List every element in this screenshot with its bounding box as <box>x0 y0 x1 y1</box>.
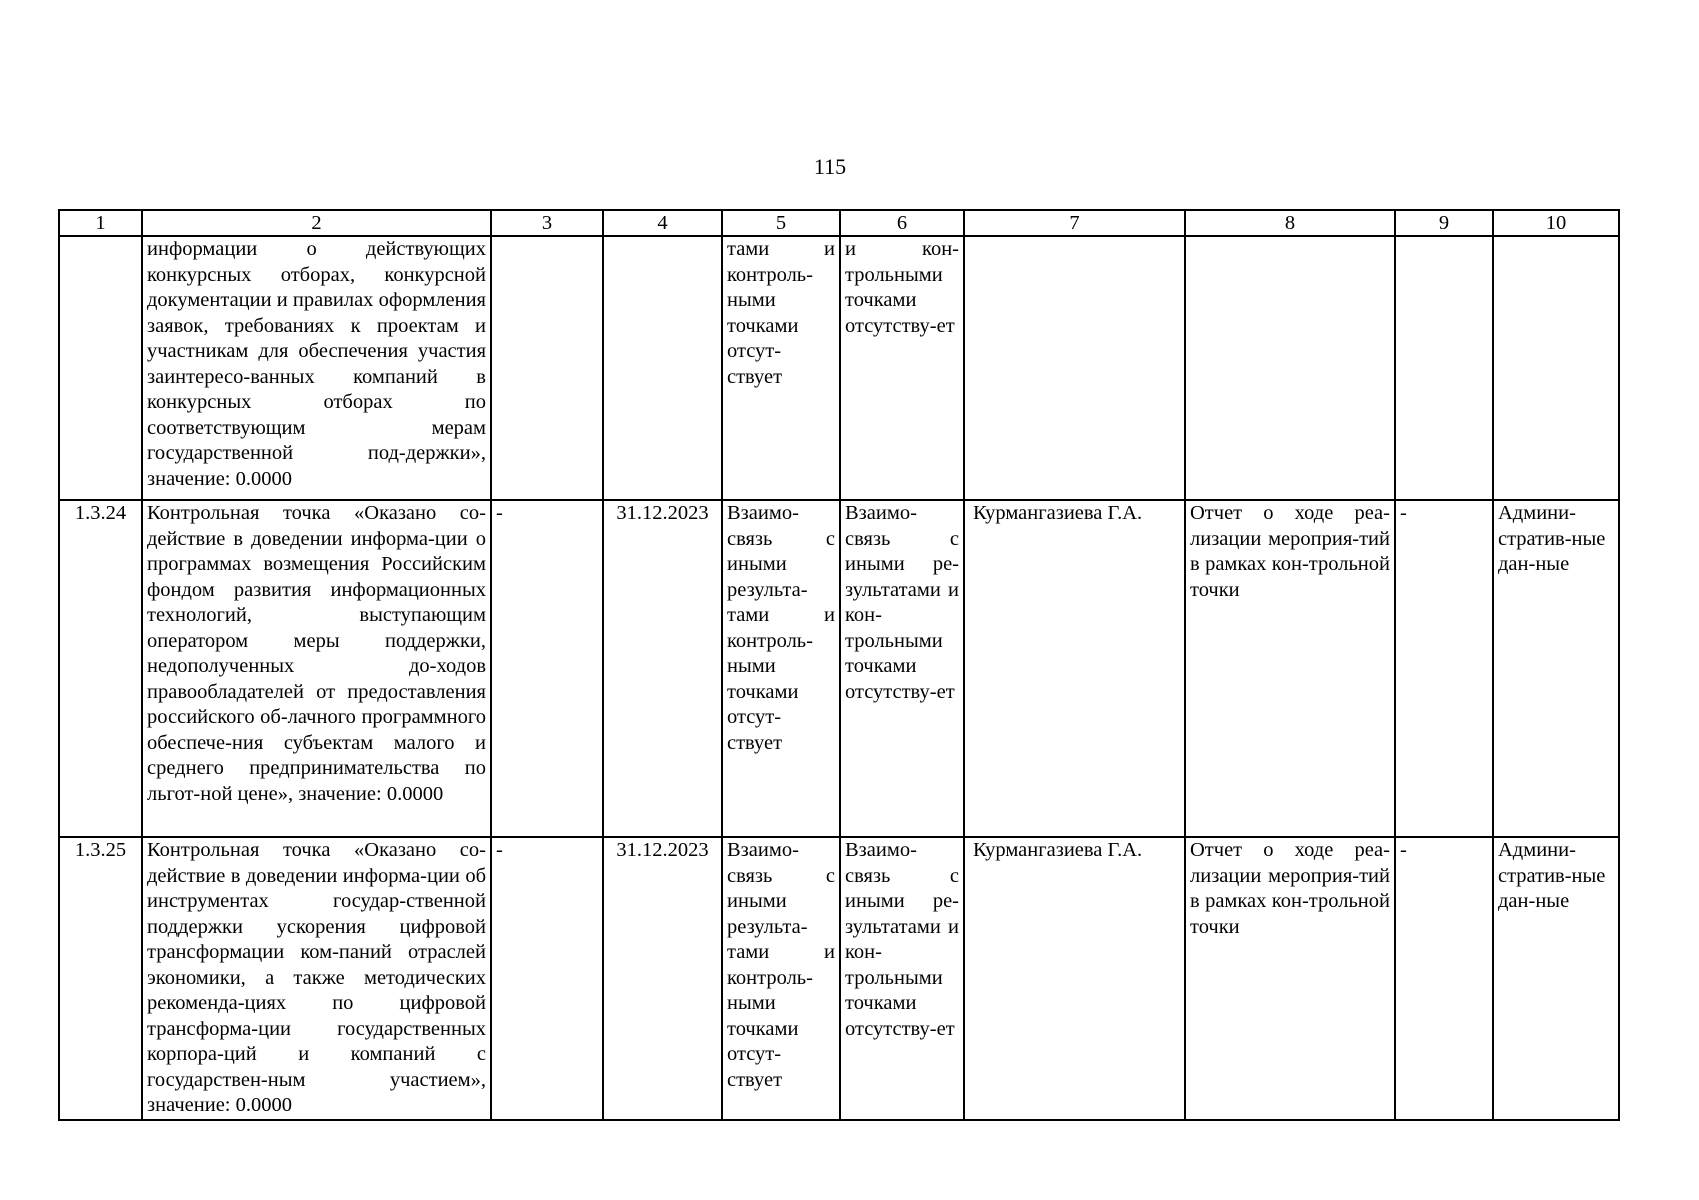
row-source: Админи-стратив-ные дан-ные <box>1493 500 1619 837</box>
row-description: информации о действующих конкурсных отборах, конкурсной документации и правилах оформления заявок, требованиях к проектам и участникам для обеспечения участия заинтересо-ванных компаний в конкурсных отборах по соответствующим мерам государственной под-держки», значение: 0.0000 <box>142 236 491 500</box>
table-row <box>59 500 1619 837</box>
row-date: 31.12.2023 <box>603 500 722 837</box>
table-header-row <box>59 210 1619 236</box>
row-date <box>603 236 722 500</box>
row-description: Контрольная точка «Оказано со-действие в доведении информа-ции об инструментах государ-ственной поддержки ускорения цифровой трансформации ком-паний отраслей экономики, а также методических рекоменда-циях по цифровой трансформа-ции государственных корпора-ций и компаний с государствен-ным участием», значение: 0.0000 <box>142 837 491 1120</box>
row-description: Контрольная точка «Оказано со-действие в доведении информа-ции о программах возмещения Российским фондом развития информационных технологий, выступающим оператором меры поддержки, недополученных до-ходов правообладателей от предоставления российского об-лачного программного обеспече-ния субъектам малого и среднего предпринимательства по льгот-ной цене», значение: 0.0000 <box>142 500 491 837</box>
row-col5: Взаимо-связь с иными результа-тами и контроль-ными точками отсут-ствует <box>722 500 840 837</box>
column-header-7: 7 <box>964 210 1185 236</box>
row-document <box>1185 236 1395 500</box>
row-responsible <box>964 236 1185 500</box>
column-header-1: 1 <box>59 210 142 236</box>
column-header-6: 6 <box>840 210 964 236</box>
row-date: 31.12.2023 <box>603 837 722 1120</box>
row-col9: - <box>1395 500 1493 837</box>
column-header-10: 10 <box>1493 210 1619 236</box>
table-row <box>59 236 1619 500</box>
row-col5: Взаимо-связь с иными результа-тами и контроль-ными точками отсут-ствует <box>722 837 840 1120</box>
row-number: 1.3.24 <box>59 500 142 837</box>
row-col3: - <box>491 500 603 837</box>
row-col9: - <box>1395 837 1493 1120</box>
row-document: Отчет о ходе реа-лизации мероприя-тий в рамках кон-трольной точки <box>1185 500 1395 837</box>
row-col6: и кон-трольными точками отсутству-ет <box>840 236 964 500</box>
row-number: 1.3.25 <box>59 837 142 1120</box>
column-header-9: 9 <box>1395 210 1493 236</box>
row-responsible: Курмангазиева Г.А. <box>964 500 1185 837</box>
row-col3: - <box>491 837 603 1120</box>
row-col3 <box>491 236 603 500</box>
column-header-2: 2 <box>142 210 491 236</box>
column-header-4: 4 <box>603 210 722 236</box>
control-points-table <box>58 209 1620 1121</box>
row-col9 <box>1395 236 1493 500</box>
row-source <box>1493 236 1619 500</box>
column-header-8: 8 <box>1185 210 1395 236</box>
row-col5: тами и контроль-ными точками отсут-ствует <box>722 236 840 500</box>
row-document: Отчет о ходе реа-лизации мероприя-тий в рамках кон-трольной точки <box>1185 837 1395 1120</box>
row-col6: Взаимо-связь с иными ре-зультатами и кон-трольными точками отсутству-ет <box>840 500 964 837</box>
page-number: 115 <box>813 154 847 179</box>
column-header-5: 5 <box>722 210 840 236</box>
row-source: Админи-стратив-ные дан-ные <box>1493 837 1619 1120</box>
table-row <box>59 837 1619 1120</box>
row-col6: Взаимо-связь с иными ре-зультатами и кон-трольными точками отсутству-ет <box>840 837 964 1120</box>
row-responsible: Курмангазиева Г.А. <box>964 837 1185 1120</box>
column-header-3: 3 <box>491 210 603 236</box>
row-number <box>59 236 142 500</box>
